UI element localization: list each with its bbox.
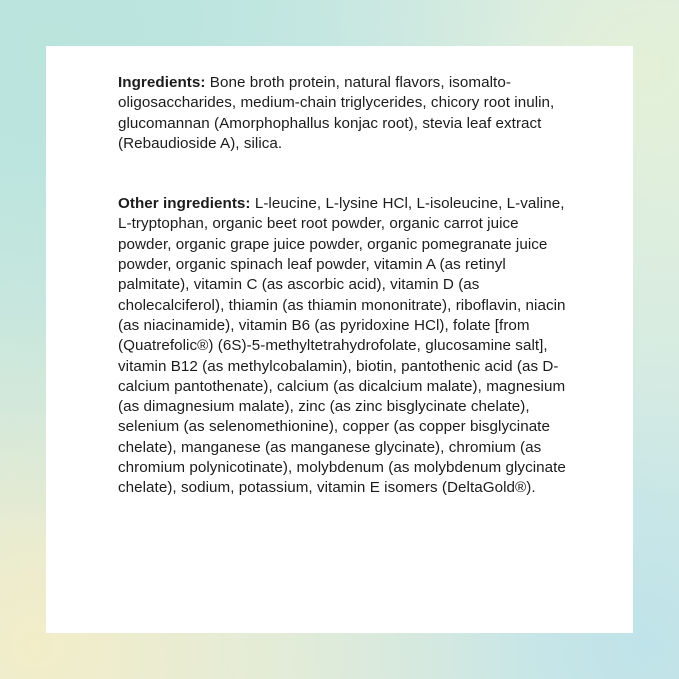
- ingredients-paragraph: [118, 73, 571, 154]
- ingredients-text: Bone broth protein, natural flavors, isomalto-oligosaccharides, medium-chain triglycerides, chicory root inulin, glucomannan (Amorphophallus konjac root), stevia leaf extract (Rebaudioside A), silica.: [118, 74, 555, 152]
- other-ingredients-paragraph: [118, 194, 571, 498]
- other-ingredients-text: L-leucine, L-lysine HCl, L-isoleucine, L-valine, L-tryptophan, organic beet root powder, organic carrot juice powder, organic grape juice powder, organic pomegranate juice powder, organic spinach leaf powder, vitamin A (as retinyl palmitate), vitamin C (as ascorbic acid), vitamin D (as cholecalciferol), thiamin (as thiamin mononitrate), riboflavin, niacin (as niacinamide), vitamin B6 (as pyridoxine HCl), folate [from (Quatrefolic®) (6S)-5-methyltetrahydrofolate, glucosamine salt], vitamin B12 (as methylcobalamin), biotin, pantothenic acid (as D-calcium pantothenate), calcium (as dicalcium malate), magnesium (as dimagnesium malate), zinc (as zinc bisglycinate chelate), selenium (as selenomethionine), copper (as copper bisglycinate chelate), manganese (as manganese glycinate), chromium (as chromium polynicotinate), molybdenum (as molybdenum glycinate chelate), sodium, potassium, vitamin E isomers (DeltaGold®).: [118, 195, 566, 497]
- other-ingredients-label: Other ingredients:: [118, 195, 251, 213]
- ingredients-label: Ingredients:: [118, 74, 206, 91]
- ingredients-card: [46, 46, 633, 633]
